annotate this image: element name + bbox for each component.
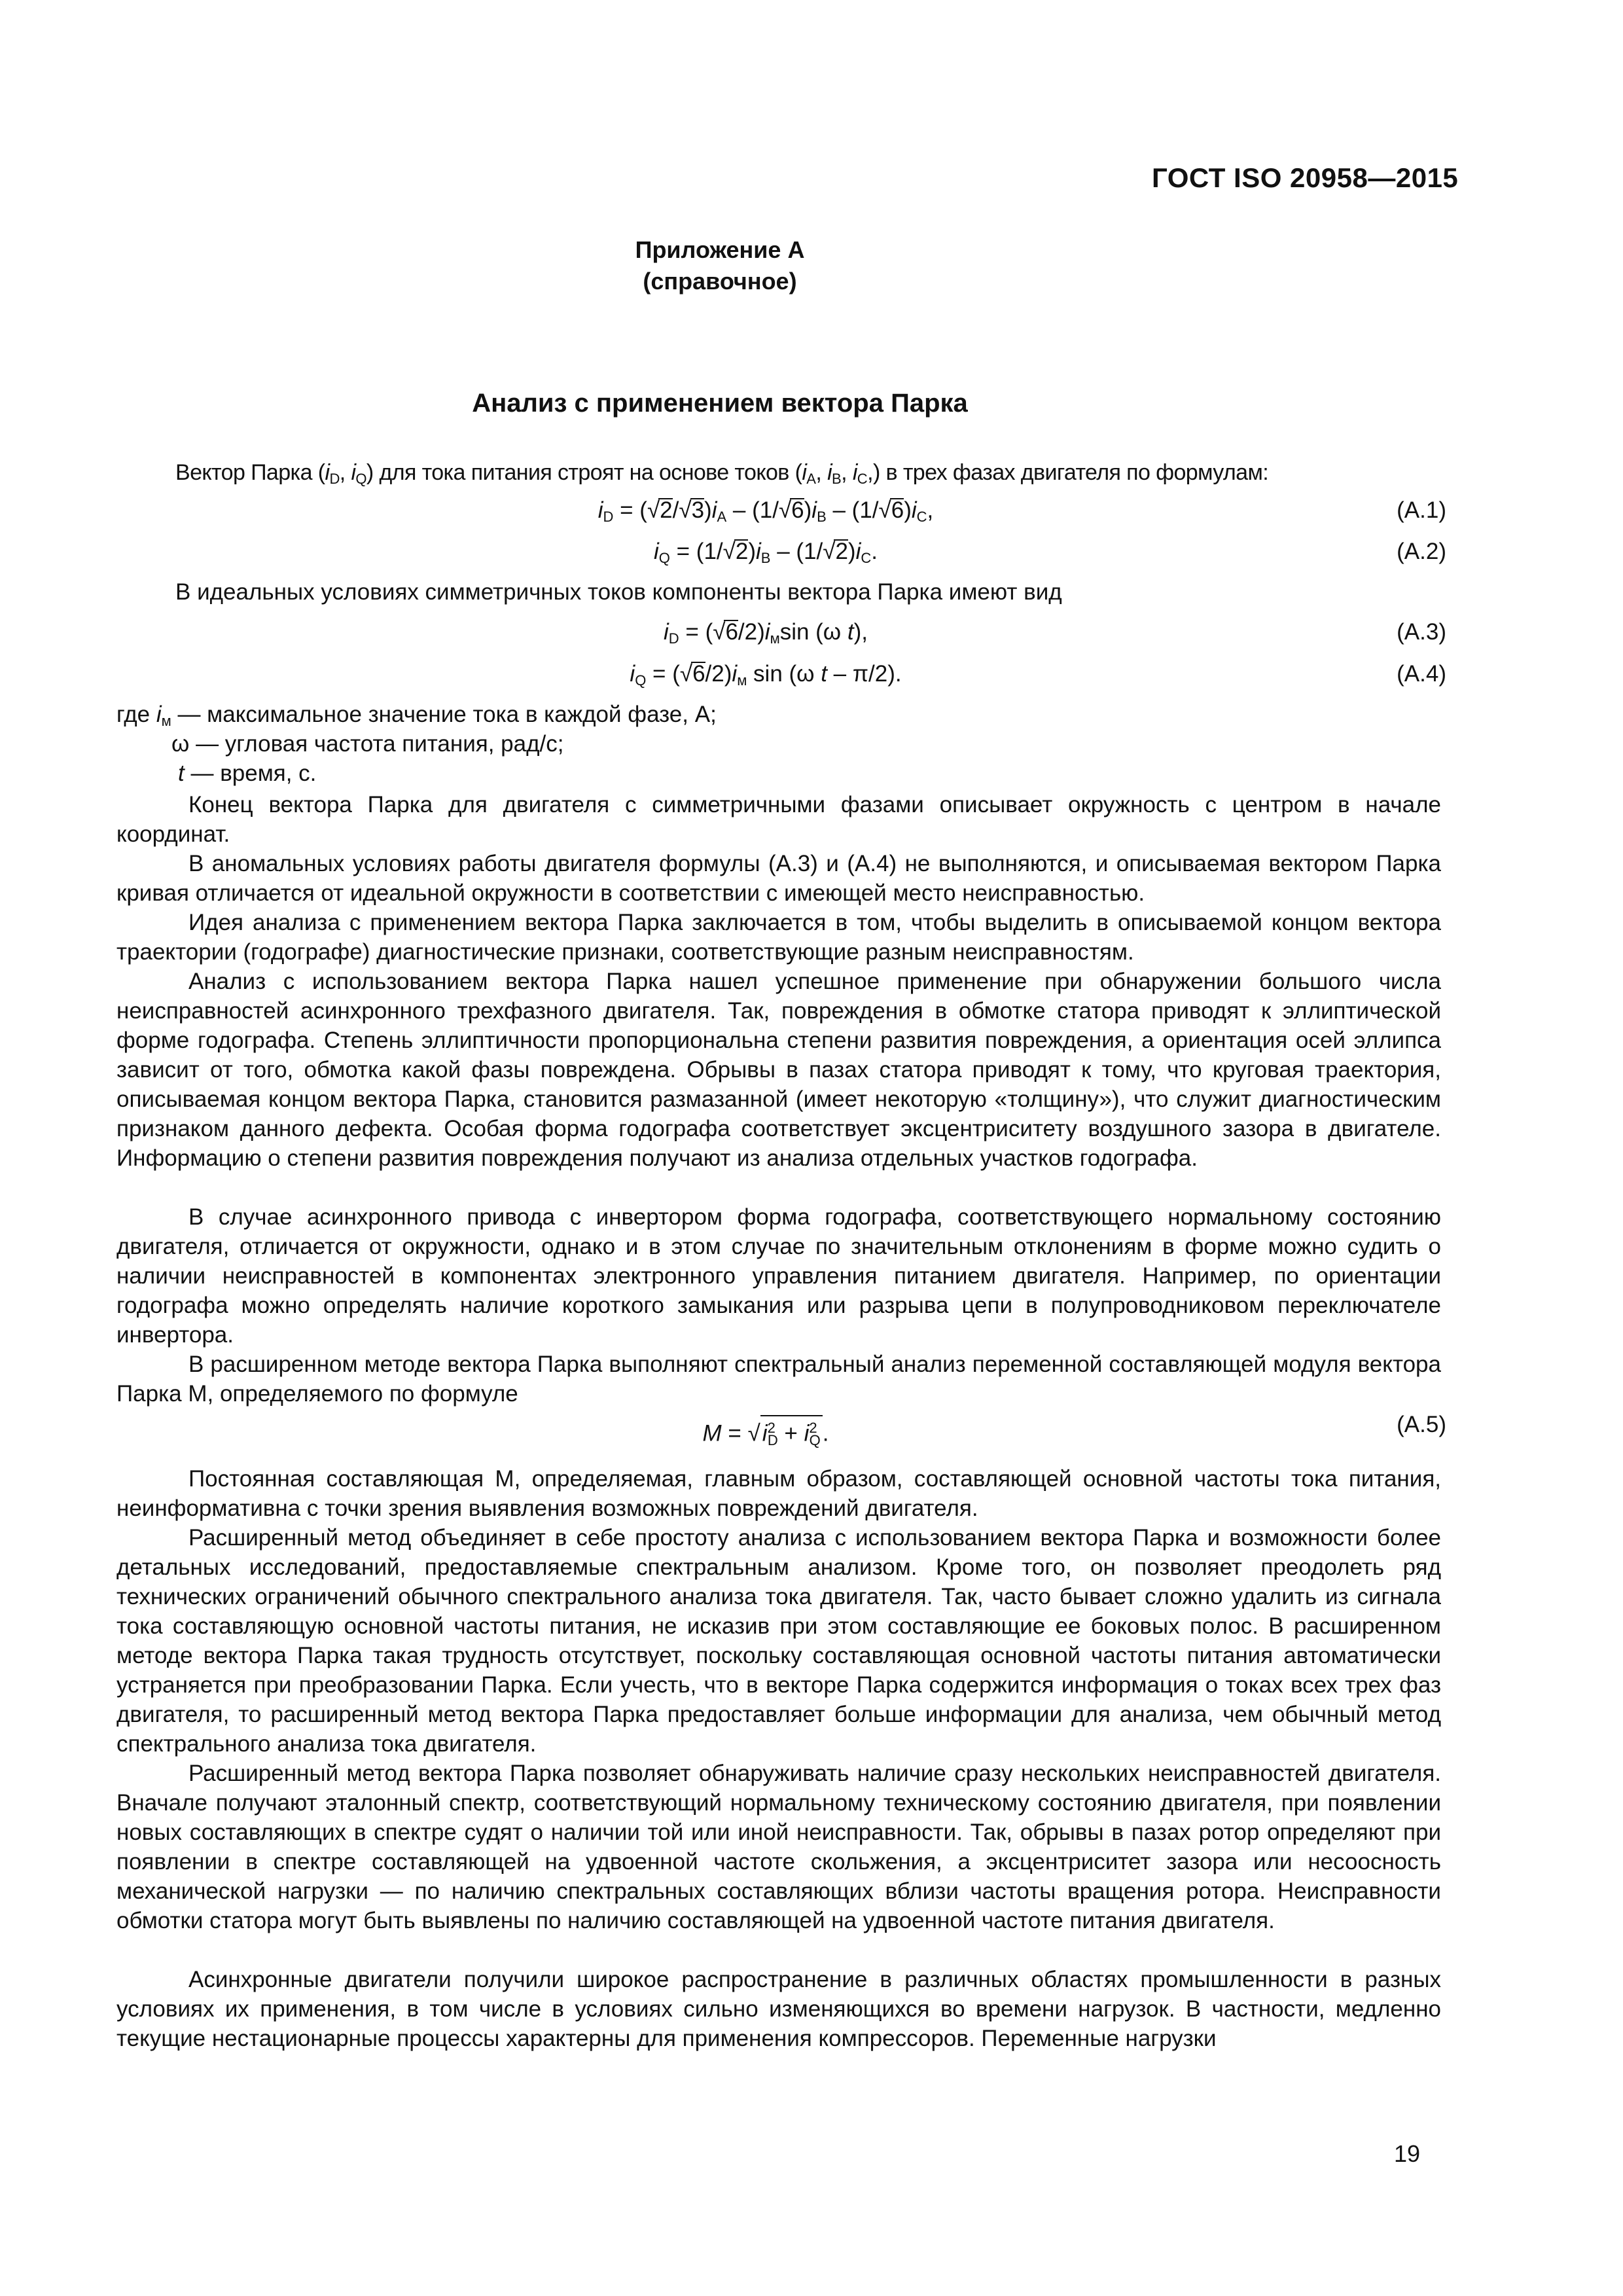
equation-label-a2: (A.2) [1397, 539, 1446, 564]
where-im: где $i_м$ — максимальное значение тока в каждой фазе, А; [116, 702, 717, 729]
para-extended: В расширенном методе вектора Парка выполняют спектральный анализ переменной составляющей модуля вектора Парка M, определяемого по формуле [116, 1352, 1441, 1407]
intro-paragraph: Вектор Парка ($i_D$, $i_Q$) для тока питания строят на основе токов ($i_A$, $i_B$, $i_C$,) в трех фазах двигателя по формулам: [175, 460, 1269, 487]
intro-text-a: Вектор Парка ( [175, 460, 325, 485]
ideal-intro: В идеальных условиях симметричных токов компоненты вектора Парка имеют вид [175, 579, 1062, 605]
section-heading: Анализ с применением вектора Парка [472, 389, 968, 418]
standard-code: ГОСТ ISO 20958—2015 [1152, 162, 1459, 193]
formula-a4: $i_Q = (√6/2)i_м$ sin (ω t – π/2). [630, 661, 902, 689]
para-constant: Постоянная составляющая M, определяемая, главным образом, составляющей основной частоты тока питания, неинформативна с точки зрения выявления возможных повреждений двигателя. [116, 1466, 1441, 1521]
formula-a5: $M = √i^2_D + i^2_Q$. [196, 1415, 1335, 1452]
where-omega-text: — угловая частота питания, рад/с; [196, 731, 564, 757]
annex-line-2: (справочное) [643, 268, 797, 295]
para-abnormal: В аномальных условиях работы двигателя формулы (А.3) и (А.4) не выполняются, и описываемая вектором Парка кривая отличается от идеальной окружности в соответствии с имеющей место неисправностью. [116, 851, 1441, 906]
equation-label-a3: (A.3) [1397, 619, 1446, 645]
equation-label-a4: (A.4) [1397, 661, 1446, 687]
formula-a1: $i_D = (√2/√3)i_A - (1/√6)i_B - (1/√6)i_C$, [597, 497, 934, 525]
where-t: t — время, с. [178, 761, 317, 786]
para-circle: Конец вектора Парка для двигателя с симметричными фазами описывает окружность с центром в начале координат. [116, 792, 1441, 847]
where-im-text: — максимальное значение тока в каждой фазе, А; [177, 702, 717, 727]
para-idea: Идея анализа с применением вектора Парка заключается в том, чтобы выделить в описываемой концом вектора траектории (годографе) диагностические признаки, соответствующие разным неисправностям. [116, 910, 1441, 965]
page-number: 19 [1394, 2140, 1421, 2167]
annex-line-1: Приложение А [635, 236, 805, 263]
formula-a2: $i_Q = (1/√2)i_B - (1/√2)i_C$. [654, 539, 878, 566]
where-t-text: — время, с. [190, 761, 317, 786]
equation-label-a5: (A.5) [1397, 1412, 1446, 1437]
equation-label-a1: (A.1) [1397, 497, 1446, 523]
para-detect: Расширенный метод вектора Парка позволяет обнаруживать наличие сразу нескольких неисправностей двигателя. Вначале получают эталонный спектр, соответствующий нормальному техническому состоянию двигателя, при появлении новых составляющих в спектре судят о наличии той или иной неисправности. Так, обрывы в пазах ротор определяют при появлении в спектре составляющей на удвоенной частоте скольжения, а эксцентриситет зазора или несоосность механической нагрузки — по наличию спектральных составляющих вблизи частоты вращения ротора. Неисправности обмотки статора могут быть выявлены по наличию составляющей на удвоенной частоте питания двигателя. [116, 1761, 1441, 1933]
where-omega: ω — угловая частота питания, рад/с; [171, 731, 564, 757]
intro-text-b: ) для тока питания строят на основе токов ( [366, 460, 802, 485]
para-inverter: В случае асинхронного привода с инвертором форма годографа, соответствующего нормальному состоянию двигателя, отличается от окружности, однако и в этом случае по значительным отклонениям в форме можно судить о наличии неисправностей в компонентах электронного управления питанием двигателя. Например, по ориентации годографа можно определять наличие короткого замыкания или разрыва цепи в полупроводниковом переключателе инвертора. [116, 1204, 1441, 1348]
para-combines: Расширенный метод объединяет в себе простоту анализа с использованием вектора Парка и возможности более детальных исследований, предоставляемые спектральным анализом. Кроме того, он позволяет преодолеть ряд технических ограничений обычного спектрального анализа тока двигателя. Так, часто бывает сложно удалить из сигнала тока составляющую основной частоты питания, не исказив при этом составляющие ее боковых полос. В расширенном методе вектора Парка такая трудность отсутствует, поскольку составляющая основной частоты питания автоматически устраняется при преобразовании Парка. Если учесть, что в векторе Парка содержится информация о токах всех трех фаз двигателя, то расширенный метод вектора Парка предоставляет больше информации для анализа, чем обычный метод спектрального анализа тока двигателя. [116, 1525, 1441, 1757]
para-success: Анализ с использованием вектора Парка нашел успешное применение при обнаружении большого числа неисправностей асинхронного трехфазного двигателя. Так, повреждения в обмотке статора приводят к эллиптической форме годографа. Степень эллиптичности пропорциональна степени развития повреждения, а ориентация осей эллипса зависит от того, обмотка какой фазы повреждена. Обрывы в пазах статора приводят к тому, что круговая траектория, описываемая концом вектора Парка, становится размазанной (имеет некоторую «толщину»), что служит диагностическим признаком данного дефекта. Особая форма годографа соответствует эксцентриситету воздушного зазора в двигателе. Информацию о степени развития повреждения получают из анализа отдельных участков годографа. [116, 969, 1441, 1171]
intro-text-c: ) в трех фазах двигателя по формулам: [872, 460, 1269, 485]
para-async: Асинхронные двигатели получили широкое распространение в различных областях промышленности в разных условиях их применения, в том числе в условиях сильно изменяющихся во времени нагрузок. В частности, медленно текущие нестационарные процессы характерны для применения компрессоров. Переменные нагрузки [116, 1967, 1441, 2051]
annex-title [0, 234, 1440, 297]
formula-a3: $i_D = (√6/2)i_м\sin$ (ω t), [664, 619, 868, 647]
